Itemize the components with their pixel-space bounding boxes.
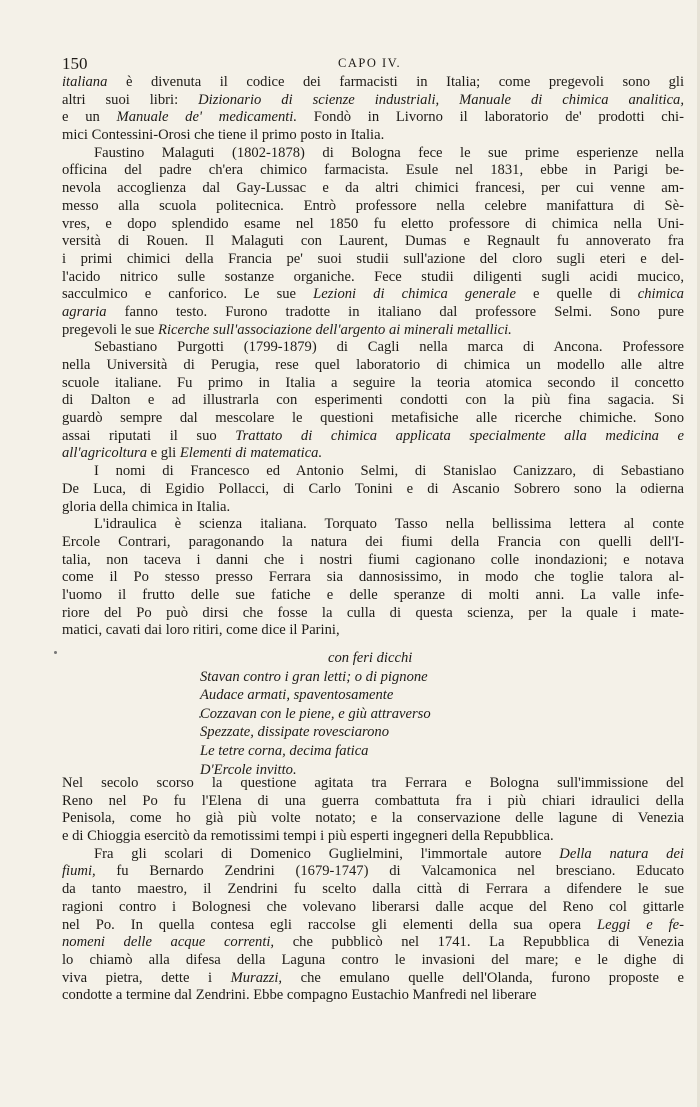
text-line (62, 516, 684, 534)
verse-line: Cozzavan con le piene, e giù attraverso (200, 705, 431, 722)
paragraph (62, 463, 684, 516)
text-run: L'idraulica è scienza italiana. Torquato Tasso nella bellissima lettera al conte (94, 516, 684, 533)
verse-line: con feri dicchi (328, 650, 413, 666)
text-run: è divenuta il codice dei farmacisti in Italia; come pregevoli sono gli (107, 74, 684, 90)
text-run: messo alla scuola politecnica. Entrò professore nella celebre manifattura di Sè- (62, 197, 684, 214)
verse-line: Le tetre corna, decima fatica (200, 742, 369, 759)
text-run: assai riputati il suo (62, 427, 236, 444)
text-line (62, 605, 684, 623)
page-header (62, 54, 680, 76)
verse-line: Audace armati, spaventosamente (200, 687, 394, 704)
text-run: e un (62, 109, 117, 126)
text-run: l'uomo il frutto delle sue fatiche e delle speranze di molti anni. La valle infe- (62, 586, 684, 603)
text-line (62, 74, 684, 92)
text-line (62, 286, 684, 304)
text-line (62, 899, 684, 917)
text-run: Fra gli scolari di Domenico Guglielmini, l'immortale autore (94, 845, 560, 862)
italic-run: Trattato di chimica applicata specialmente alla medicina e (235, 427, 684, 444)
text-line (62, 445, 684, 463)
text-line (62, 216, 684, 234)
margin-mark (54, 651, 57, 654)
text-line (62, 180, 684, 198)
italic-run: all'agricoltura (62, 445, 148, 462)
text-line (62, 233, 684, 251)
text-run: talia, non taceva i danni che i nostri fiumi cagionano colle inondazioni; e notava (62, 551, 684, 568)
text-run: mici Contessini-Orosi che tiene il primo posto in Italia. (62, 127, 385, 144)
italic-run: Leggi e fe- (597, 916, 684, 933)
text-line (62, 863, 684, 881)
text-run: fu Bernardo Zendrini (1679-1747) di Valcamonica nel bresciano. Educato (95, 863, 684, 880)
text-line (62, 952, 684, 970)
text-line (62, 357, 684, 375)
text-line (62, 145, 684, 163)
text-line (62, 428, 684, 446)
text-line (62, 127, 684, 145)
text-run: nevola accoglienza dal Gay-Lussac e da altri chimici francesi, per cui venne am- (62, 180, 684, 197)
italic-run: italiana (62, 74, 108, 90)
text-run: Reno nel Po fu l'Elena di una guerra combattuta fra i più chiari idraulici della (62, 792, 684, 809)
text-line (62, 534, 684, 552)
italic-run: Manuale de' medicamenti. (116, 109, 297, 126)
text-run: nel Po. In quella contesa egli raccolse gli elementi della sua opera (62, 916, 598, 933)
verse-line: Spezzate, dissipate rovesciarono (200, 724, 390, 741)
italic-run: Elementi di matematica. (179, 445, 323, 462)
text-run: guardò sempre dal mescolare le questioni metafisiche alle ricerche chimiche. Sono (62, 410, 684, 427)
text-run: di Dalton e ad illustrarla con esperimenti condotti con la più fina sagacia. Si (62, 392, 684, 409)
italic-run: chimica (637, 286, 684, 303)
text-run: e gli (147, 445, 180, 462)
text-line (62, 322, 684, 340)
text-run: versità di Rouen. Il Malaguti con Laurent, Dumas e Regnault fu annoverato fra (62, 233, 684, 250)
paragraph (62, 145, 684, 340)
italic-run: Dizionario di scienze industriali, Manuale di chimica analitica, (198, 91, 684, 108)
italic-run: fiumi, (62, 863, 96, 880)
text-line (62, 109, 684, 127)
text-line (62, 481, 684, 499)
italic-run: Lezioni di chimica generale (313, 286, 516, 303)
italic-run: nomeni delle acque correnti, (62, 934, 275, 951)
text-run: matici, cavati dai loro ritiri, come dice il Parini, (62, 622, 340, 639)
text-line (62, 881, 684, 899)
text-run: gloria della chimica in Italia. (62, 498, 231, 515)
text-line (62, 269, 684, 287)
text-line (62, 622, 684, 640)
text-line (62, 587, 684, 605)
text-run: riore del Po può dirsi che fosse la culla di questa scienza, per la quale i mate- (62, 604, 684, 621)
text-run: che pubblicò nel 1741. La Repubblica di Venezia (274, 934, 684, 951)
text-run: l'acido nitrico sulle sostanze organiche. Fece studii diligenti sugli acidi mucico, (62, 268, 684, 285)
text-run: Ercole Contrari, paragonando la natura dei fiumi della Francia con quelli dell'I- (62, 533, 684, 550)
text-run: scuole italiane. Fu primo in Italia a seguire la teoria atomica secondo il concetto (62, 374, 684, 391)
italic-run: Ricerche sull'associazione dell'argento ai minerali metallici. (158, 321, 512, 338)
text-run: nella Università di Perugia, rese quel laboratorio di chimica un modello alle altre (62, 357, 684, 373)
text-run: ragioni contro i Bolognesi che volevano liberarsi dalle acque del Reno col gittarle (62, 898, 684, 915)
text-run: officina del padre ch'era chimico farmacista. Esule nel 1831, ebbe in Parigi be- (62, 162, 684, 179)
paragraph (62, 339, 684, 463)
italic-run: Murazzi, (230, 969, 283, 986)
text-line (62, 499, 684, 517)
text-run: e quelle di (515, 286, 638, 303)
text-run: Faustino Malaguti (1802-1878) di Bologna fece le sue prime esperienze nella (94, 144, 684, 161)
text-run: Penisola, come ho già più volte notato; e la conservazione delle lagune di Venezia (62, 810, 684, 827)
text-run: fanno testo. Furono tradotte in italiano dal professore Selmi. Sono pure (106, 303, 684, 320)
text-line (62, 463, 684, 481)
text-line (62, 552, 684, 570)
text-line (62, 198, 684, 216)
text-line (62, 846, 684, 864)
body-text-top (62, 74, 684, 640)
text-run: da tanto maestro, il Zendrini fu scelto dalla città di Ferrara a difendere le sue (62, 881, 684, 898)
text-line (62, 810, 684, 828)
text-line (62, 339, 684, 357)
text-run: vres, e dopo splendido esame nel 1850 fu eletto professore di chimica nella Uni- (62, 215, 684, 232)
text-run: I nomi di Francesco ed Antonio Selmi, di Stanislao Canizzaro, di Sebastiano (94, 463, 684, 480)
running-title: CAPO IV. (338, 56, 402, 70)
text-run: condotte a termine dal Zendrini. Ebbe compagno Eustachio Manfredi nel liberare (62, 987, 537, 1004)
text-run: che emulano quelle dell'Olanda, furono proposte e (282, 969, 684, 986)
text-line (62, 775, 684, 793)
italic-run: agraria (62, 303, 107, 320)
text-line (62, 251, 684, 269)
page-number: 150 (62, 54, 88, 73)
text-line (62, 934, 684, 952)
text-line (62, 970, 684, 988)
text-line (62, 917, 684, 935)
paragraph (62, 775, 684, 846)
verse-line: D'Ercole invitto. (200, 761, 297, 778)
italic-run: Della natura dei (559, 845, 684, 862)
text-run: altri suoi libri: (62, 91, 199, 108)
text-run: e di Chioggia esercitò da remotissimi tempi i più esperti ingegneri della Repubblica. (62, 828, 554, 845)
paragraph (62, 846, 684, 1005)
text-line (62, 392, 684, 410)
text-run: viva pietra, dette i (62, 969, 231, 986)
text-run: Sebastiano Purgotti (1799-1879) di Cagli nella marca di Ancona. Professore (94, 339, 684, 356)
text-run: come il Po stesso presso Ferrara sia dannosissimo, in modo che toglie talora al- (62, 569, 684, 586)
text-line (62, 304, 684, 322)
text-run: Nel secolo scorso la questione agitata tra Ferrara e Bologna sull'immissione del (62, 775, 684, 791)
text-line (62, 828, 684, 846)
body-text-bottom (62, 775, 684, 1005)
text-line (62, 410, 684, 428)
text-line (62, 569, 684, 587)
text-run: lo chiamò alla difesa della Laguna contro le invasioni del mare; e le dighe di (62, 951, 684, 968)
verse-line: Stavan contro i gran letti; o di pignone (200, 668, 428, 685)
text-run: Fondò in Livorno il laboratorio de' prodotti chi- (297, 109, 684, 126)
text-line (62, 987, 684, 1005)
text-line (62, 92, 684, 110)
text-run: pregevoli le sue (62, 321, 159, 338)
text-run: i primi chimici della Francia pe' suoi studii sull'azione del cloro sugli eteri e del- (62, 250, 684, 267)
paragraph (62, 516, 684, 640)
text-line (62, 793, 684, 811)
text-line (62, 162, 684, 180)
verse-quotation (200, 649, 431, 779)
paragraph (62, 74, 684, 145)
text-run: sacculmico e canforico. Le sue (62, 286, 314, 303)
text-run: De Luca, di Egidio Pollacci, di Carlo Tonini e di Ascanio Sobrero sono la odierna (62, 480, 684, 497)
text-line (62, 375, 684, 393)
